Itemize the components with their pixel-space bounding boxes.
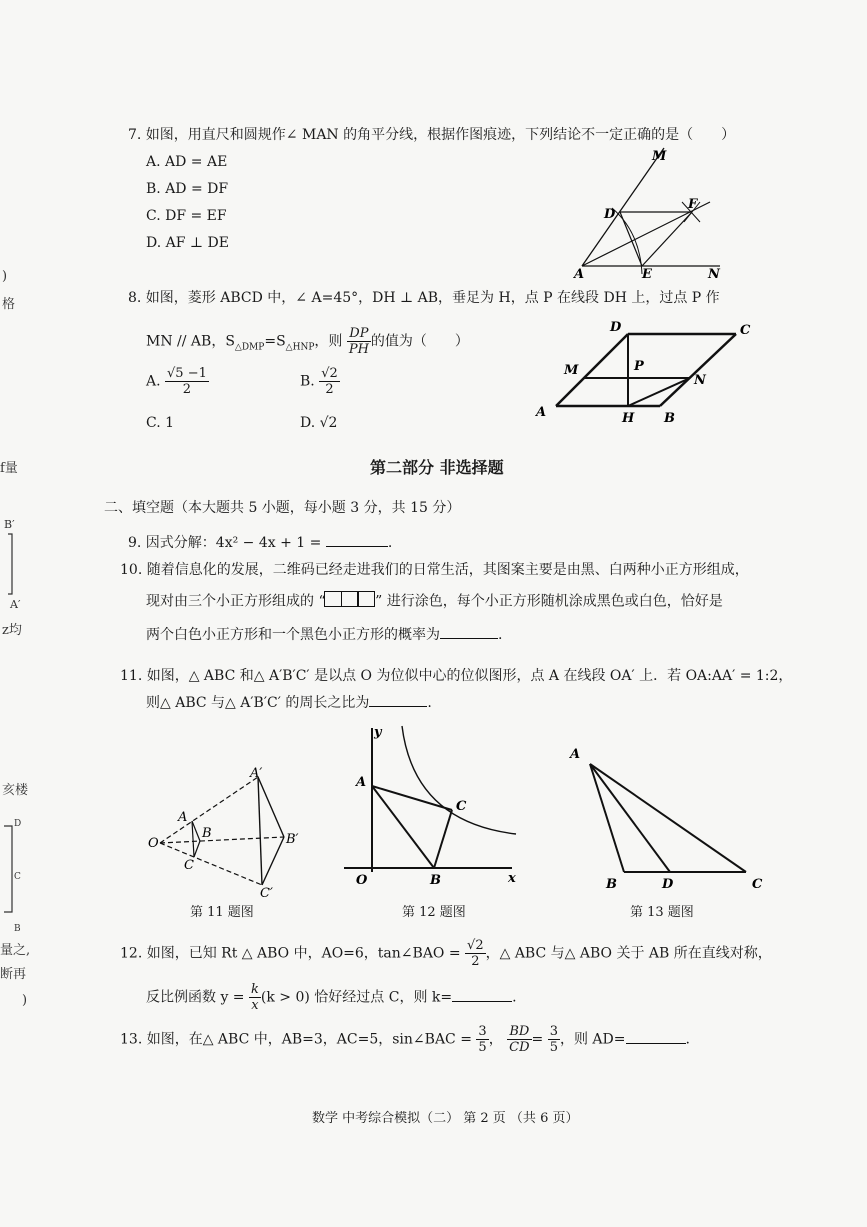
q13-b: ，: [488, 1031, 503, 1048]
q10-line3-text: 两个白色小正方形和一个黑色小正方形的概率为: [146, 627, 440, 643]
q10-end: .: [498, 627, 503, 643]
q8-equals: =S: [264, 333, 286, 350]
q12-line1-b: ，△ ABC 与△ ABO 关于 AB 所在直线对称，: [485, 945, 772, 962]
fig12-label-b: B: [430, 873, 441, 888]
q9-answer-blank[interactable]: [326, 534, 388, 547]
q8-label-p: P: [634, 359, 644, 374]
margin-fragment: A′: [10, 598, 21, 611]
q11-line2-text: 则△ ABC 与△ A′B′C′ 的周长之比为: [146, 695, 370, 711]
q10-line3: [146, 626, 502, 644]
q12-line2-a: 反比例函数 y =: [146, 989, 245, 1006]
fig11-label-a-prime: A′: [250, 766, 263, 781]
q12-line2-b: (k > 0) 恰好经过点 C，则 k=: [260, 989, 453, 1006]
q8-stem: 8. 如图，菱形 ABCD 中，∠ A=45°，DH ⊥ AB，垂足为 H，点 P 在线段 DH 上，过点 P 作: [128, 290, 720, 306]
q8-option-a-den: 2: [182, 382, 192, 397]
fig11-caption: 第 11 题图: [190, 905, 254, 920]
q8-option-a: [146, 366, 209, 397]
fig11-label-a: A: [178, 810, 188, 825]
q9: [128, 534, 392, 552]
fig13: [560, 740, 770, 900]
fig12: [340, 722, 530, 900]
q13-a: 13. 如图，在△ ABC 中，AB=3，AC=5，sin∠BAC =: [120, 1031, 472, 1048]
part2-title: 第二部分 非选择题: [370, 458, 504, 477]
q8-label-d: D: [610, 320, 622, 335]
q13-d: ，则 AD=: [559, 1031, 626, 1048]
q13-f2-num: BD: [507, 1024, 531, 1040]
fig12-label-x: x: [508, 871, 516, 886]
q8-label-c: C: [740, 323, 751, 338]
q7-stem: 7. 如图，用直尺和圆规作∠ MAN 的角平分线，根据作图痕迹，下列结论不一定正确的是（ ）: [128, 127, 736, 143]
q8-figure: [530, 318, 760, 428]
q7-label-a: A: [574, 267, 585, 282]
q8-option-a-label: A.: [146, 373, 161, 390]
q13-frac-ratio: [548, 1024, 560, 1055]
q8-condition: [146, 326, 469, 359]
fig11-label-b-prime: B′: [286, 832, 299, 847]
q8-frac-den: PH: [348, 342, 369, 357]
q12-frac2-den: x: [251, 998, 259, 1013]
q8-option-b-den: 2: [325, 382, 334, 397]
q11-line2: [146, 694, 432, 712]
q7-option-b: B. AD = DF: [146, 181, 229, 197]
q13-f3-num: 3: [549, 1024, 558, 1039]
q13-f3-den: 5: [549, 1040, 558, 1055]
q7-label-d: D: [604, 207, 616, 222]
page-footer: 数学 中考综合模拟（二） 第 2 页 （共 6 页）: [312, 1111, 579, 1126]
fig13-label-d: D: [662, 877, 674, 892]
q13-f1-den: 5: [478, 1040, 487, 1055]
q13-frac-bdcd: [507, 1024, 531, 1055]
margin-fragment: B: [14, 924, 21, 934]
margin-fragment: z均: [2, 623, 22, 638]
q13-answer-blank[interactable]: [626, 1031, 686, 1044]
margin-figure: [0, 820, 16, 920]
q12-answer-blank[interactable]: [452, 989, 512, 1002]
fig12-label-a: A: [356, 775, 367, 790]
q8-sub-dmp: △DMP: [234, 342, 265, 353]
q8-option-d: D. √2: [300, 415, 338, 431]
q8-label-b: B: [664, 411, 675, 426]
fig11-label-c-prime: C′: [260, 886, 273, 900]
margin-fragment: 亥楼: [2, 783, 29, 798]
q8-condition-b: ，则: [314, 333, 343, 350]
q8-sub-hnp: △HNP: [285, 342, 315, 353]
q8-label-h: H: [622, 411, 635, 426]
q13-frac-sin: [476, 1024, 488, 1055]
q10-line2: [146, 591, 723, 612]
q8-option-a-frac: [165, 366, 209, 397]
q10-line2-b: ” 进行涂色，每个小正方形随机涂成黑色或白色，恰好是: [375, 593, 723, 610]
section2-heading: 二、填空题（本大题共 5 小题，每小题 3 分，共 15 分）: [104, 500, 461, 516]
fig13-caption: 第 13 题图: [630, 905, 694, 920]
q12-line2: [146, 982, 517, 1013]
q10-line2-a: 现对由三个小正方形组成的 “: [146, 593, 326, 610]
q8-label-n: N: [694, 373, 706, 388]
q8-frac-num: DP: [347, 326, 371, 342]
q10-three-squares: [326, 591, 376, 612]
fig11: [140, 765, 320, 900]
q12-frac-kx: [249, 982, 261, 1013]
fig13-label-a: A: [570, 747, 581, 762]
fig13-label-b: B: [606, 877, 617, 892]
q11-answer-blank[interactable]: [369, 694, 427, 707]
q8-option-c: C. 1: [146, 415, 175, 431]
q12-frac2-num: k: [251, 982, 259, 997]
margin-fragment: ): [2, 269, 8, 284]
margin-fragment: 量之,: [0, 943, 31, 958]
margin-fragment: ): [22, 993, 28, 1008]
fig11-label-b: B: [202, 826, 212, 841]
q11-end: .: [427, 695, 432, 711]
fig12-label-y: y: [374, 725, 382, 740]
q13-f1-num: 3: [478, 1024, 487, 1039]
fig12-label-o: O: [356, 873, 368, 888]
q9-text: 9. 因式分解：4x² − 4x + 1 =: [128, 535, 326, 551]
q9-end: .: [387, 535, 393, 551]
q12-frac-den: 2: [471, 954, 480, 969]
q12-frac-tan: [465, 938, 486, 969]
margin-fragment: C: [14, 872, 21, 882]
q7-label-n: N: [708, 267, 720, 282]
q12-end: .: [512, 989, 517, 1006]
fig12-label-c: C: [456, 799, 467, 814]
q8-option-b-num: √2: [321, 366, 338, 381]
q8-option-b-label: B.: [300, 373, 315, 390]
q13-c: =: [531, 1031, 544, 1048]
q8-fraction: [347, 326, 371, 357]
fig11-label-c: C: [184, 858, 194, 873]
margin-fragment: B′: [4, 518, 15, 531]
q13-end: .: [685, 1031, 690, 1048]
fig13-label-c: C: [752, 877, 763, 892]
q7-label-m: M: [652, 149, 667, 164]
q12-line1-a: 12. 如图，已知 Rt △ ABO 中，AO=6，tan∠BAO =: [120, 945, 461, 962]
q11-line1: 11. 如图，△ ABC 和△ A′B′C′ 是以点 O 为位似中心的位似图形，点 A 在线段 OA′ 上．若 OA:AA′ = 1:2，: [120, 668, 793, 684]
margin-fragment: f量: [0, 461, 18, 476]
q10-answer-blank[interactable]: [440, 626, 498, 639]
q7-option-c: C. DF = EF: [146, 208, 227, 224]
fig12-caption: 第 12 题图: [402, 905, 466, 920]
q7-label-e: E: [642, 267, 652, 282]
margin-fragment: D: [14, 819, 22, 829]
q7-option-d: D. AF ⊥ DE: [146, 235, 229, 251]
margin-bracket: [0, 530, 20, 600]
q12-line1: [120, 938, 772, 969]
q7-figure: [560, 142, 740, 282]
q8-condition-a: MN // AB，S: [146, 333, 235, 350]
q8-option-b: [300, 366, 340, 397]
q8-option-b-frac: [319, 366, 340, 397]
margin-fragment: 格: [2, 297, 16, 312]
q7-label-f: F: [688, 197, 698, 212]
margin-fragment: 断再: [0, 967, 27, 982]
q13: [120, 1024, 690, 1055]
q8-option-a-num: √5 −1: [167, 366, 207, 381]
q12-frac-num: √2: [467, 938, 484, 953]
q7-option-a: A. AD = AE: [146, 154, 228, 170]
q10-line1: 10. 随着信息化的发展，二维码已经走进我们的日常生活，其图案主要是由黑、白两种小正方形组成，: [120, 562, 749, 578]
q8-label-a: A: [536, 405, 547, 420]
q13-f2-den: CD: [509, 1040, 530, 1055]
q8-condition-c: 的值为（ ）: [370, 333, 469, 350]
q8-label-m: M: [564, 363, 579, 378]
fig11-label-o: O: [148, 836, 159, 851]
